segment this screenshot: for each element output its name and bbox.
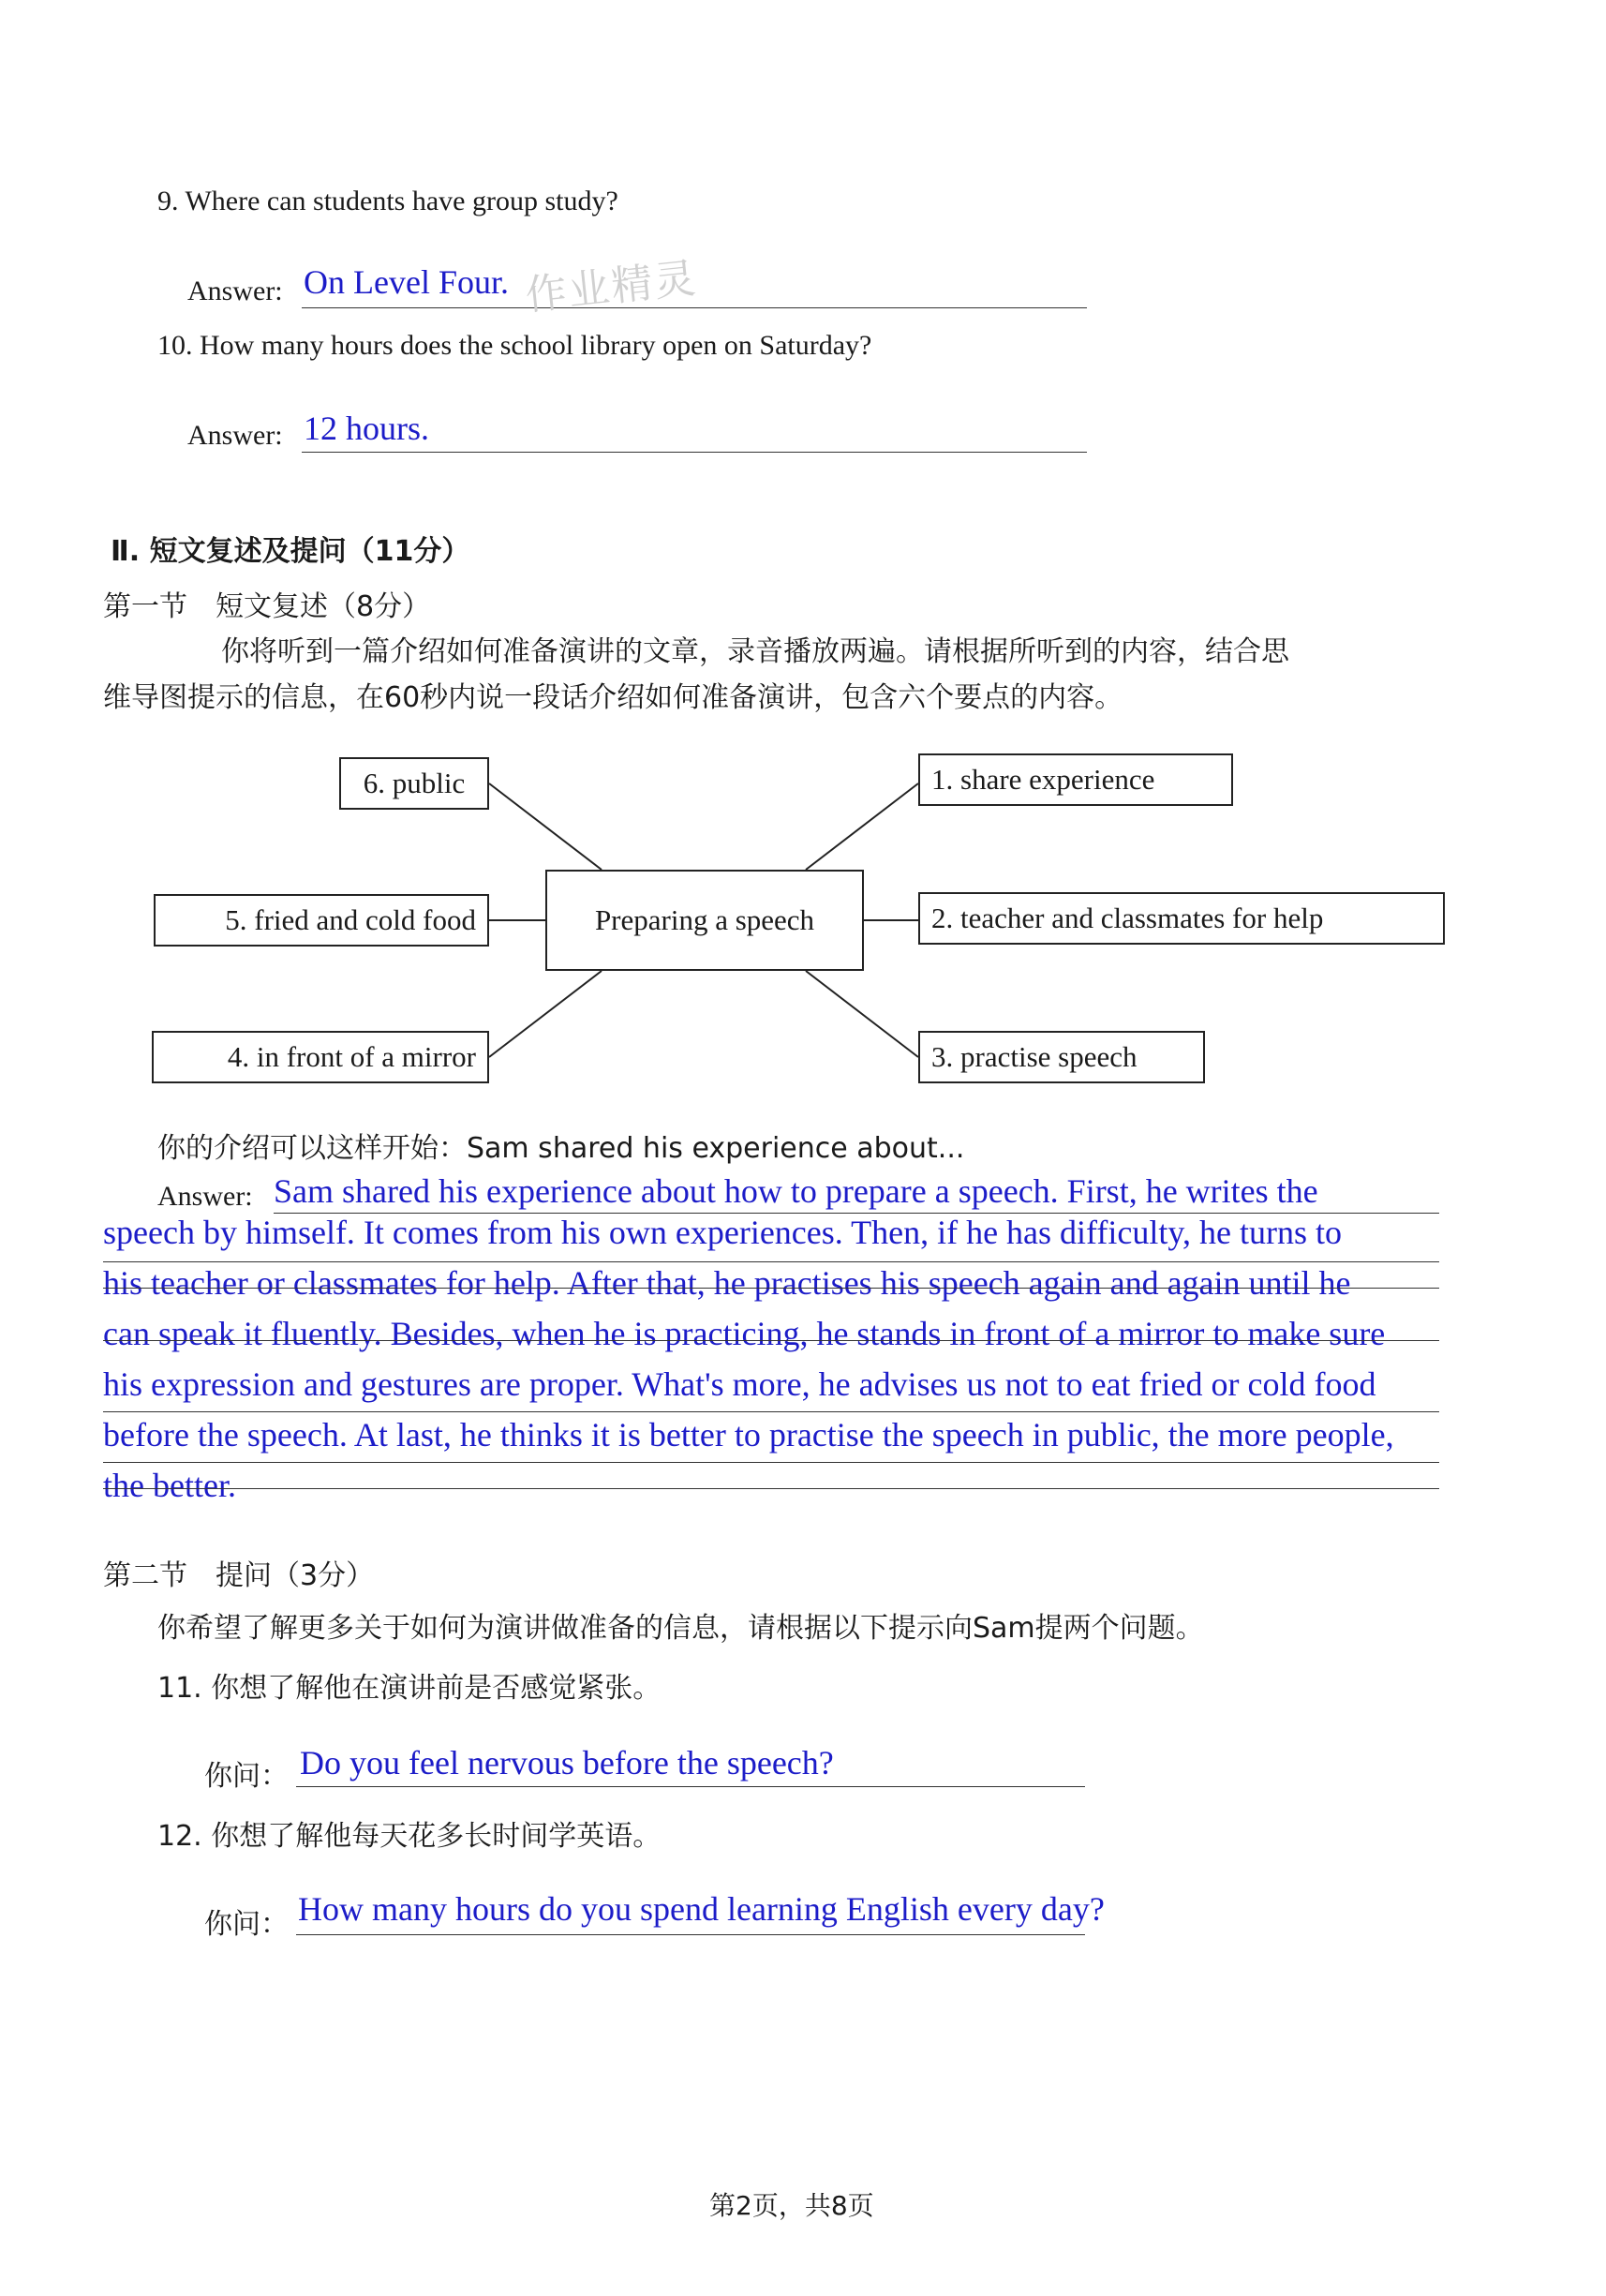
retell-underline-4 <box>103 1340 1439 1341</box>
question-12: 12. 你想了解他每天花多长时间学英语。 <box>157 1820 662 1853</box>
mindmap-node-5: 5. fried and cold food <box>154 894 489 947</box>
start-prompt: 你的介绍可以这样开始：Sam shared his experience about... <box>157 1132 965 1165</box>
question-10: 10. How many hours does the school library open on Saturday? <box>157 330 872 361</box>
part-2-title: 第二节 提问（3分） <box>103 1559 375 1592</box>
mindmap-node-6: 6. public <box>339 757 489 810</box>
part-1-instructions-line2: 维导图提示的信息，在60秒内说一段话介绍如何准备演讲，包含六个要点的内容。 <box>103 681 1123 714</box>
mindmap-node-4: 4. in front of a mirror <box>152 1031 489 1083</box>
retell-answer-line-5: his expression and gestures are proper. What's more, he advises us not to eat fried or cold food <box>103 1365 1376 1403</box>
retell-answer-line-4: can speak it fluently. Besides, when he is practicing, he stands in front of a mirror to make sure <box>103 1315 1386 1352</box>
question-11: 11. 你想了解他在演讲前是否感觉紧张。 <box>157 1672 662 1705</box>
part-2-instructions: 你希望了解更多关于如何为演讲做准备的信息，请根据以下提示向Sam提两个问题。 <box>157 1612 1204 1645</box>
mindmap-node-2: 2. teacher and classmates for help <box>918 892 1445 945</box>
retell-underline-2 <box>103 1261 1439 1262</box>
answer-10: 12 hours. <box>304 410 429 447</box>
retell-underline-7 <box>103 1488 1439 1489</box>
question-9: 9. Where can students have group study? <box>157 186 618 216</box>
retell-answer-line-2: speech by himself. It comes from his own experiences. Then, if he has difficulty, he turns to <box>103 1214 1342 1251</box>
answer-9: On Level Four. <box>304 263 509 301</box>
retell-answer-label: Answer: <box>157 1181 253 1212</box>
page-footer: 第2页，共8页 <box>709 2190 874 2221</box>
mindmap-center: Preparing a speech <box>545 870 864 971</box>
retell-answer-line-3: his teacher or classmates for help. After that, he practises his speech again and again until he <box>103 1264 1351 1302</box>
retell-underline-6 <box>103 1462 1439 1463</box>
ask-label-12: 你问： <box>204 1908 289 1941</box>
answer-12: How many hours do you spend learning English every day? <box>298 1890 1105 1928</box>
mindmap-node-1: 1. share experience <box>918 753 1233 806</box>
answer-label-9: Answer: <box>187 276 283 306</box>
ask-label-11: 你问： <box>204 1760 289 1793</box>
part-1-title: 第一节 短文复述（8分） <box>103 590 431 623</box>
watermark: 作业精灵 <box>523 254 700 321</box>
answer-underline-12 <box>296 1934 1085 1935</box>
retell-underline-3 <box>103 1288 1439 1289</box>
retell-answer-line-6: before the speech. At last, he thinks it is better to practise the speech in public, the more people, <box>103 1416 1394 1454</box>
retell-answer-line-7: the better. <box>103 1467 236 1504</box>
retell-underline-5 <box>103 1411 1439 1412</box>
answer-11: Do you feel nervous before the speech? <box>300 1744 834 1782</box>
mindmap-node-3: 3. practise speech <box>918 1031 1205 1083</box>
part-1-instructions-line1: 你将听到一篇介绍如何准备演讲的文章，录音播放两遍。请根据所听到的内容，结合思 <box>221 635 1289 668</box>
answer-underline-11 <box>296 1786 1085 1787</box>
answer-label-10: Answer: <box>187 420 283 451</box>
section-2-title: Ⅱ. 短文复述及提问（11分） <box>111 535 470 568</box>
retell-answer-line-1: Sam shared his experience about how to prepare a speech. First, he writes the <box>274 1172 1318 1210</box>
